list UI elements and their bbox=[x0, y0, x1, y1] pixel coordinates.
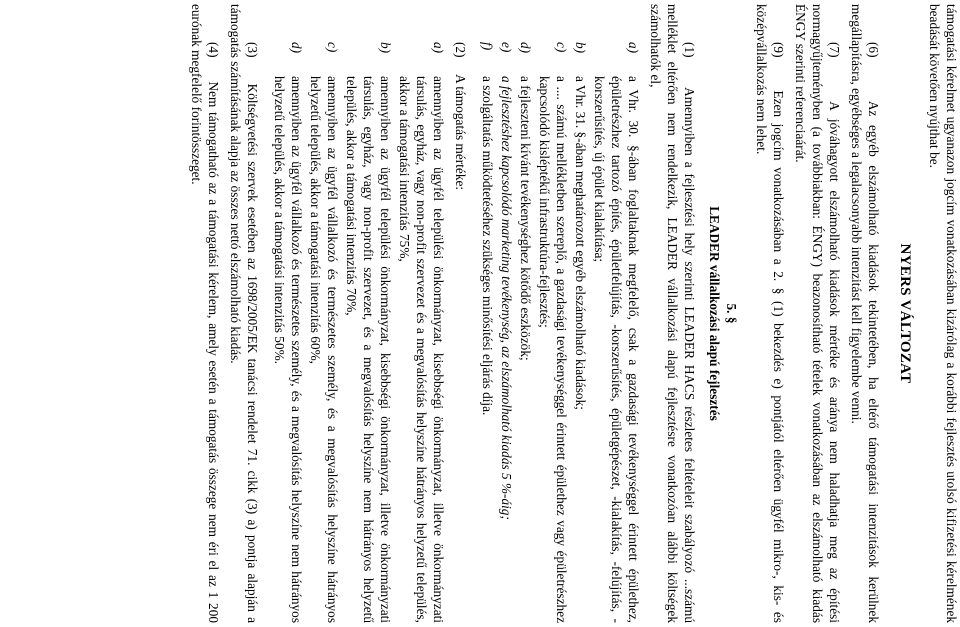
list1-item: a) a Vhr. 30. §-ában foglaltaknak megfelelő, csak a gazdasági tevékenységgel érintett épülethez, épületrészhez tartozó építés, épületfelújítás, -korszerűsítés, épületgépészet, -kialakítás, -felújítás, -korszerűsítés, új épület kialakítása; bbox=[592, 42, 641, 623]
paragraph-7: (7) A jóváhagyott elszámolható kiadások mértéke és aránya nem haladhatja meg az építési normagyűjteményben (a továbbiakban: ÉNGY) beazonosítható tételek vonatkozásában az elszámolható kiadás ÉNGY szerinti referenciaárát. bbox=[793, 4, 842, 623]
intro-paragraph: támogatási kérelmet ugyanazon jogcím vonatkozásában kizárólag a korábbi fejlesztés utolsó kifizetési kérelmének beadását követően nyújthat be. bbox=[927, 4, 959, 623]
spacer bbox=[913, 4, 921, 623]
list2-item: d) amennyiben az ügyfél vállalkozó és természetes személy, és a megvalósítás helyszíne nem hátrányos helyzetű település, akkor a támogatási intenzitás 50%. bbox=[272, 42, 304, 623]
section-number: 5. § bbox=[724, 303, 739, 324]
section-title: LEADER vállalkozási alapú fejlesztés bbox=[707, 206, 722, 421]
paragraph-6: (6) Az egyéb elszámolható kiadások tekintetében, ha eltérő támogatási intenzitások kerülnek megállapításra, egyébséges a legalacsonyabb intenzitást kell figyelembe venni. bbox=[849, 4, 881, 623]
list2-item: c) amennyiben az ügyfél vállalkozó és természetes személy, és a megvalósítás helyszíne hátrányos helyzetű település, akkor a támogatási intenzitás 60%, bbox=[308, 42, 340, 623]
list1-item: f) a szolgáltatás működtetéséhez szükséges minősítési eljárás díja. bbox=[480, 42, 495, 416]
spacer bbox=[261, 4, 269, 623]
spacer bbox=[740, 4, 748, 623]
list2-item: a) amennyiben az ügyfél települési önkormányzat, kisebbségi önkormányzat, illetve önkormányzati társulás, egyház, vagy non-profit szervezet és a megvalósítás helyszíne hátrányos helyzetű település, akkor a támogatási intenzitás 75%, bbox=[397, 42, 446, 623]
list1-item: b) a Vhr. 31. §-ában meghatározott egyéb elszámolható kiadások; bbox=[573, 42, 588, 410]
paragraph-1: (1) Amennyiben a fejlesztési hely szerinti LEADER HACS részletes feltételeit szabályozó ...számú melléklet eltérően nem rendelkezik, LEADER vállalkozási alapú fejlesztésre vonatkozóan alábbi költségek számolhatók el, bbox=[648, 4, 697, 623]
paragraph-9: (9) Ezen jogcím vonatkozásában a 2. § (1) bekezdés e) pontjától eltérően ügyfél mikro-, kis- és középvállalkozás nem lehet. bbox=[754, 4, 786, 623]
paragraph-2: (2) A támogatás mértéke: bbox=[453, 42, 468, 191]
page-title: NYERS VÁLTOZAT bbox=[897, 243, 913, 384]
list1-item: d) a fejleszteni kívánt tevékenységhez kötődő eszközök; bbox=[518, 42, 533, 361]
list1-item: e) a fejlesztéshez kapcsolódó marketing tevékenység, az elszámolható kiadás 5 %-áig; bbox=[499, 42, 514, 520]
paragraph-3: (3) Költségvetési szervek esetében az 1698/2005/EK tanácsi rendelet 71. cikk (3) a) pontja alapján a támogatás számításának alapja az összes nettó elszámolható kiadás. bbox=[228, 4, 260, 623]
spacer bbox=[469, 4, 477, 623]
list2-item: b) amennyiben az ügyfél települési önkormányzat, kisebbségi önkormányzat, illetve önkormányzati társulás, egyház, vagy non-profit szervezet, és a megvalósítás helyszíne nem hátrányos helyzetű település, akkor a támogatási intenzitás 70%, bbox=[344, 42, 393, 623]
paragraph-4: (4) Nem támogatható az a támogatási kérelem, amely esetén a támogatás összege nem éri el az 1 200 eurónak megfelelő forintösszeget. bbox=[189, 4, 221, 623]
list1-item: c) a .... számú mellékletben szereplő, a gazdasági tevékenységgel érintett épülethez vagy épületrészhez kapcsolódó kisléptékű infrastruktúra-fejlesztés; bbox=[537, 42, 569, 623]
